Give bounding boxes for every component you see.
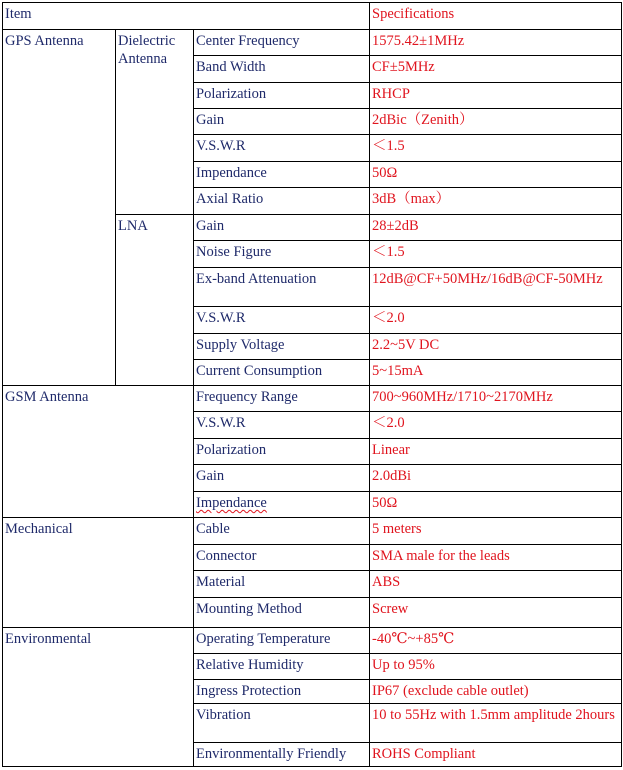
subsection-dielectric-antenna: Dielectric Antenna — [116, 30, 194, 215]
section-mechanical: Mechanical — [3, 518, 194, 628]
table-row — [3, 386, 622, 412]
param-label: Gain — [194, 215, 370, 241]
param-value: IP67 (exclude cable outlet) — [370, 680, 622, 704]
header-row — [3, 3, 622, 30]
param-value: 2dBic（Zenith） — [370, 109, 622, 135]
param-label-text: Impendance — [196, 495, 267, 511]
param-value: Screw — [370, 598, 622, 628]
param-value: Linear — [370, 439, 622, 465]
param-label: Vibration — [194, 704, 370, 743]
param-label: Center Frequency — [194, 30, 370, 56]
table-row — [3, 628, 622, 654]
param-value: 2.0dBi — [370, 465, 622, 492]
param-label: V.S.W.R — [194, 412, 370, 439]
param-label: Relative Humidity — [194, 654, 370, 680]
param-label: Ingress Protection — [194, 680, 370, 704]
param-value: 1575.42±1MHz — [370, 30, 622, 56]
section-environmental: Environmental — [3, 628, 194, 767]
param-label: Band Width — [194, 56, 370, 83]
param-label: Cable — [194, 518, 370, 545]
param-label: Frequency Range — [194, 386, 370, 412]
param-value: 3dB（max） — [370, 188, 622, 215]
param-value: ＜2.0 — [370, 412, 622, 439]
param-value: 5~15mA — [370, 360, 622, 386]
param-value: 50Ω — [370, 162, 622, 188]
param-label: Environmentally Friendly — [194, 743, 370, 767]
param-label: Noise Figure — [194, 241, 370, 268]
param-value: 12dB@CF+50MHz/16dB@CF-50MHz — [370, 268, 622, 307]
param-value: 2.2~5V DC — [370, 334, 622, 360]
param-value: 50Ω — [370, 492, 622, 518]
param-label: Connector — [194, 545, 370, 571]
section-gsm-antenna: GSM Antenna — [3, 386, 194, 518]
param-value: ABS — [370, 571, 622, 598]
param-label: Axial Ratio — [194, 188, 370, 215]
param-value: SMA male for the leads — [370, 545, 622, 571]
param-value: CF±5MHz — [370, 56, 622, 83]
param-value: 10 to 55Hz with 1.5mm amplitude 2hours — [370, 704, 622, 743]
param-label: Supply Voltage — [194, 334, 370, 360]
param-value: 5 meters — [370, 518, 622, 545]
table-row — [3, 518, 622, 545]
header-item: Item — [3, 3, 370, 30]
param-label: Ex-band Attenuation — [194, 268, 370, 307]
param-label: V.S.W.R — [194, 307, 370, 334]
param-label: Polarization — [194, 439, 370, 465]
param-label: Material — [194, 571, 370, 598]
spec-table — [2, 2, 622, 767]
subsection-lna: LNA — [116, 215, 194, 386]
param-value: Up to 95% — [370, 654, 622, 680]
param-label: Polarization — [194, 83, 370, 109]
param-value: 700~960MHz/1710~2170MHz — [370, 386, 622, 412]
section-gps-antenna: GPS Antenna — [3, 30, 116, 386]
param-value: ROHS Compliant — [370, 743, 622, 767]
header-specifications: Specifications — [370, 3, 622, 30]
param-label — [194, 492, 370, 518]
param-value: ＜1.5 — [370, 135, 622, 162]
param-value: RHCP — [370, 83, 622, 109]
param-label: V.S.W.R — [194, 135, 370, 162]
param-label: Gain — [194, 465, 370, 492]
param-label: Operating Temperature — [194, 628, 370, 654]
table-row — [3, 30, 622, 56]
param-label: Gain — [194, 109, 370, 135]
param-value: ＜2.0 — [370, 307, 622, 334]
param-label: Current Consumption — [194, 360, 370, 386]
param-label: Impendance — [194, 162, 370, 188]
param-value: ＜1.5 — [370, 241, 622, 268]
param-label: Mounting Method — [194, 598, 370, 628]
param-value: 28±2dB — [370, 215, 622, 241]
param-value: -40℃~+85℃ — [370, 628, 622, 654]
